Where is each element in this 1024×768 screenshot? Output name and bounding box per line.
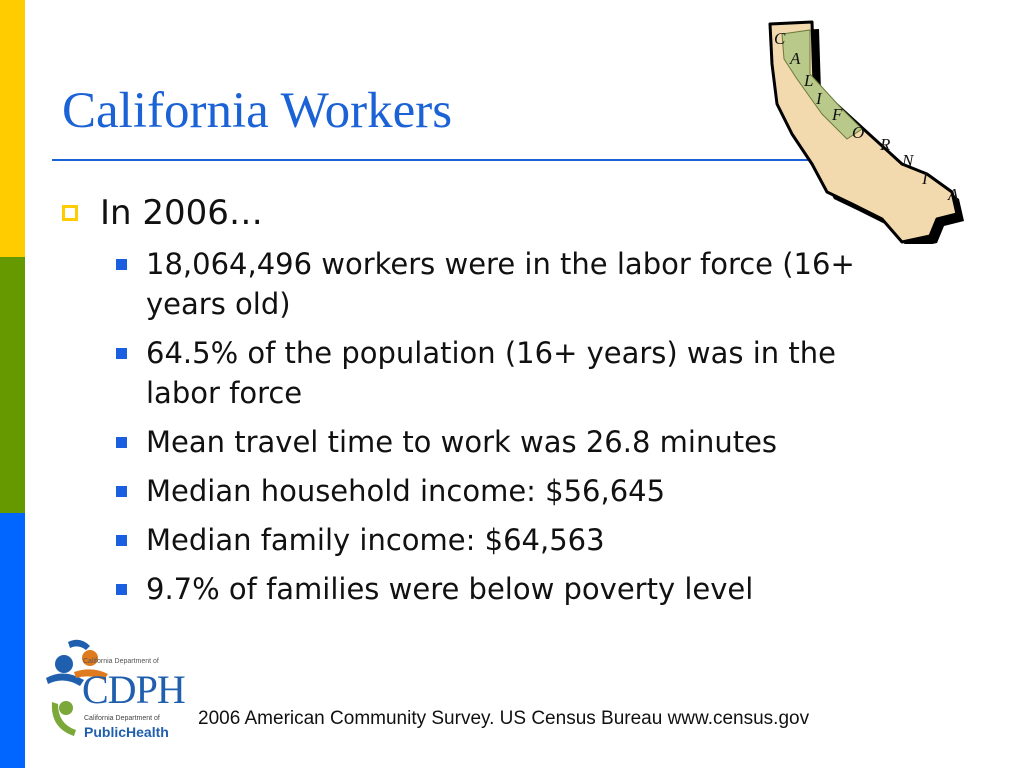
bullet-text: Median household income: $56,645	[146, 474, 666, 508]
bullet-text: Mean travel time to work was 26.8 minutes	[146, 425, 778, 459]
logo-acronym: CDPH	[82, 667, 185, 712]
bullet-item	[116, 333, 916, 413]
title-rule	[52, 159, 812, 161]
bullet-text: 9.7% of families were below poverty level	[146, 572, 754, 606]
map-letter: A	[790, 49, 801, 68]
square-bullet-icon	[116, 259, 127, 270]
bullet-text: Median family income: $64,563	[146, 523, 605, 557]
california-map-clipart	[752, 14, 1004, 244]
map-letter: O	[852, 123, 865, 142]
map-letter: R	[880, 135, 891, 154]
level1-item	[62, 193, 263, 233]
bullet-text: 64.5% of the population (16+ years) was in the labor force	[146, 336, 836, 410]
bullet-item	[116, 569, 916, 609]
map-letter: L	[804, 71, 814, 90]
sidebar-band-yellow	[0, 0, 25, 257]
logo-name: PublicHealth	[84, 724, 169, 740]
map-letter: I	[816, 89, 822, 108]
sidebar-band-blue	[0, 513, 25, 768]
slide-title: California Workers	[62, 83, 453, 139]
hollow-square-bullet-icon	[62, 205, 78, 221]
bullet-item	[116, 244, 916, 324]
logo-top-text: California Department of	[83, 658, 159, 665]
map-letter: A	[948, 185, 959, 204]
square-bullet-icon	[116, 437, 127, 448]
square-bullet-icon	[116, 584, 127, 595]
bullet-item	[116, 422, 916, 462]
square-bullet-icon	[116, 486, 127, 497]
bullet-list	[116, 244, 916, 618]
map-letter: F	[832, 105, 843, 124]
sidebar-band-green	[0, 257, 25, 513]
source-citation: 2006 American Community Survey. US Census Bureau www.census.gov	[198, 708, 810, 729]
square-bullet-icon	[116, 535, 127, 546]
bullet-text: 18,064,496 workers were in the labor force (16+ years old)	[146, 247, 855, 321]
map-letter: I	[922, 169, 928, 188]
logo-subtitle: California Department of	[84, 715, 160, 722]
bullet-item	[116, 520, 916, 560]
square-bullet-icon	[116, 348, 127, 359]
level1-text: In 2006…	[100, 193, 263, 233]
bullet-item	[116, 471, 916, 511]
map-letter: N	[902, 151, 914, 170]
map-letter: C	[774, 29, 786, 48]
